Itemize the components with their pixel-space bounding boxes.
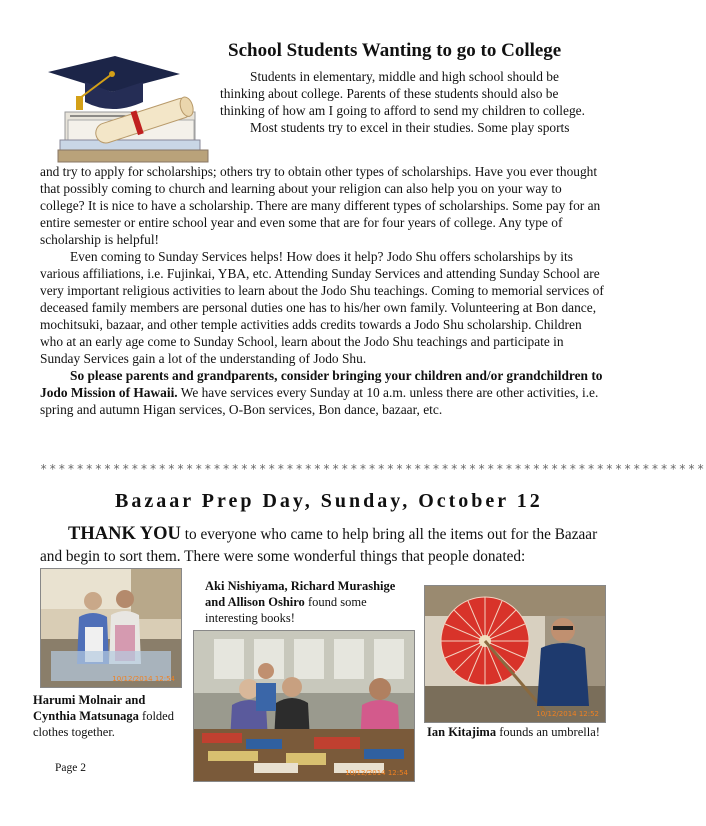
paragraph-4-rest: We have services every Sunday at 10 a.m. unless there are other activities, i.e. spring and autumn Higan services, O-Bon services, Bon dance, bazaar, etc. bbox=[40, 385, 599, 417]
thanks-paragraph bbox=[40, 523, 610, 568]
caption-left-rest: folded clothes together. bbox=[33, 709, 174, 739]
page-number: Page 2 bbox=[55, 762, 86, 774]
paragraph-4 bbox=[40, 367, 605, 418]
caption-right bbox=[427, 724, 617, 740]
paragraph-4-bold: So please parents and grandparents, consider bringing your children and/or grandchildren to Jodo Mission of Hawaii. bbox=[40, 368, 603, 400]
graduation-clipart bbox=[40, 50, 215, 165]
caption-middle-rest: found some interesting books! bbox=[205, 595, 367, 625]
photo-umbrella bbox=[424, 585, 606, 723]
article-title: School Students Wanting to go to College bbox=[228, 40, 562, 61]
caption-left-names: Harumi Molnair and Cynthia Matsunaga bbox=[33, 693, 146, 723]
photo-folding-clothes bbox=[40, 568, 182, 688]
separator: ************************************************************************* bbox=[40, 462, 706, 476]
paragraph-1: Students in elementary, middle and high school should be thinking about college. Parents of these students should also be thinking of how am I going to afford to send my children to college. bbox=[220, 69, 585, 118]
thanks-rest: to everyone who came to help bring all the items out for the Bazaar and begin to sort them. There were some wonderful things that people donated: bbox=[40, 526, 598, 565]
intro-paragraphs bbox=[220, 68, 605, 136]
paragraph-3: Even coming to Sunday Services helps! How does it help? Jodo Shu offers scholarships by its various affiliations, i.e. Fujinkai, YBA, etc. Attending Sunday Services and attending Sunday School are very important religious activities to learn about the Jodo Shu teachings. Coming to memorial services of deceased family members are personal duties one has to his/her own family. Volunteering at Bon dance, mochitsuki, bazaar, and other temple activities adds credits towards a Jodo Shu scholarship. Children who at an early age come to Sunday School, learn about the Jodo Shu teachings and participate in Sunday Services gain a lot of the understanding of Jodo Shu. bbox=[40, 249, 604, 366]
thanks-bold: THANK YOU bbox=[68, 524, 181, 544]
photo-timestamp: 10/12/2014 12:54 bbox=[112, 675, 175, 683]
bazaar-title: Bazaar Prep Day, Sunday, October 12 bbox=[115, 490, 543, 512]
paragraph-2-lead: Most students try to excel in their studies. Some play sports bbox=[250, 120, 570, 135]
paragraph-2-rest: and try to apply for scholarships; others try to obtain other types of scholarships. Have you ever thought that possibly coming to church and learning about your religion can also help you on your way to college? It is nice to have a scholarship. There are many different types of scholarships. Some pay for an entire semester or entire school year and even some that are for four years of college. Any type of scholarship is helpful! bbox=[40, 164, 601, 247]
body-paragraphs bbox=[40, 163, 605, 418]
caption-right-names: Ian Kitajima bbox=[427, 725, 497, 739]
photo-timestamp: 10/12/2014 12:52 bbox=[536, 710, 599, 718]
photo-books bbox=[193, 630, 415, 782]
caption-middle-names: Aki Nishiyama, Richard Murashige and Allison Oshiro bbox=[205, 579, 396, 609]
caption-right-rest: founds an umbrella! bbox=[499, 725, 600, 739]
caption-middle bbox=[205, 578, 405, 626]
photo-timestamp: 10/12/2014 12:54 bbox=[345, 769, 408, 777]
caption-left bbox=[33, 692, 183, 740]
